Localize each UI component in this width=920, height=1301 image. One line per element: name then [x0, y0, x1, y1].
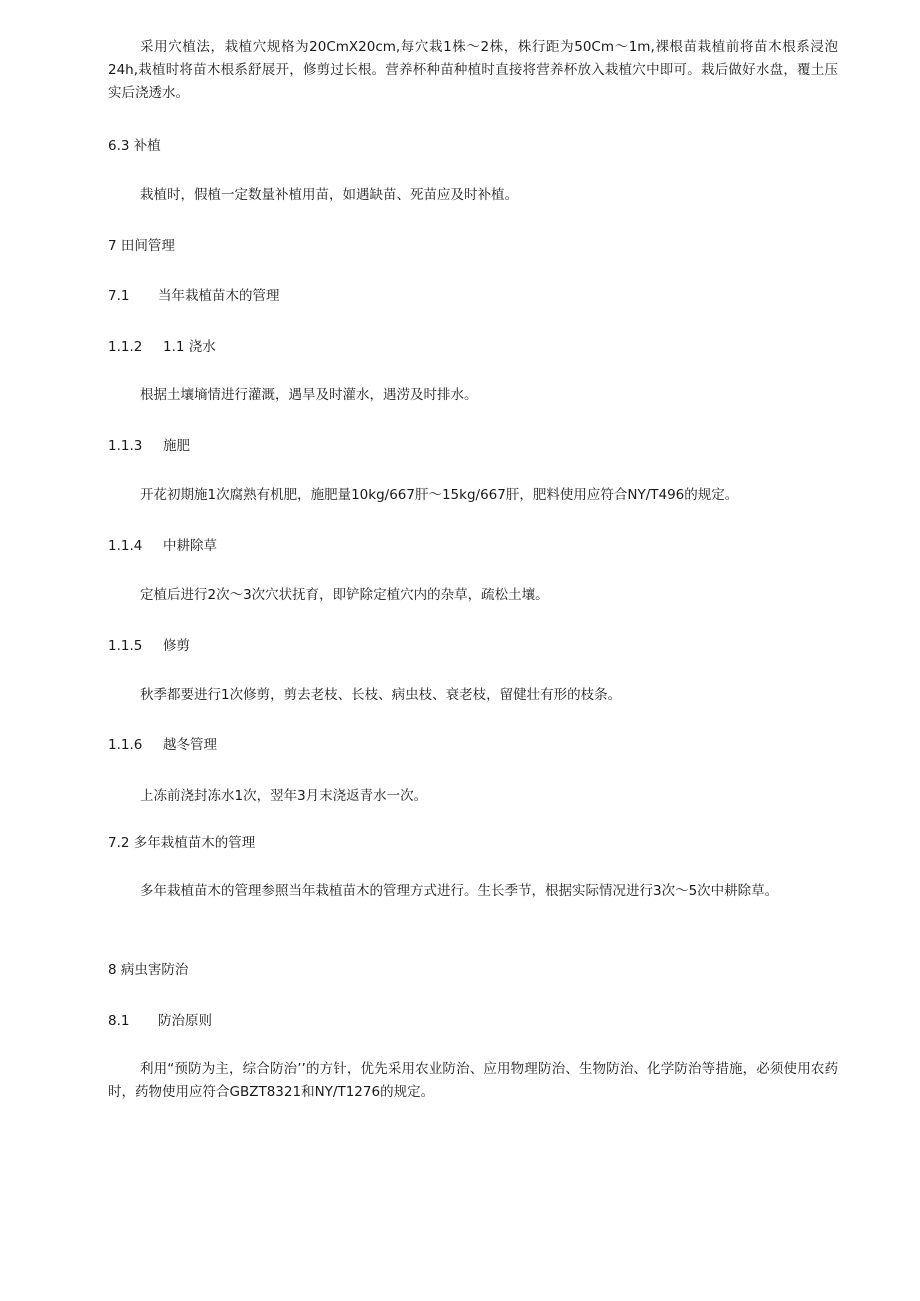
heading-7-2: 7.2 多年栽植苗木的管理: [108, 835, 256, 851]
heading-number: 8.1: [108, 1013, 130, 1029]
heading-title: 1.1 浇水: [163, 339, 216, 355]
heading-7: 7 田间管理: [108, 238, 175, 254]
paragraph-control-principle: 利用“预防为主，综合防治’’的方针，优先采用农业防治、应用物理防治、生物防治、化学防治等措施，必须使用农药时，药物使用应符合GBZT8321和NY/T1276的规定。: [108, 1061, 838, 1100]
heading-number: 1.1.6: [108, 737, 143, 753]
heading-number: 1.1.2: [108, 339, 143, 355]
paragraph-pruning: 秋季都要进行1次修剪，剪去老枝、长枝、病虫枝、衰老枝，留健壮有形的枝条。: [140, 687, 622, 703]
heading-8: 8 病虫害防治: [108, 962, 189, 978]
heading-1-1-2: [108, 337, 216, 357]
paragraph-planting-method: 采用穴植法，栽植穴规格为20CmX20cm,每穴栽1株～2株，株行距为50Cm～1m,裸根苗栽植前将苗木根系浸泡24h,栽植时将苗木根系舒展开，修剪过长根。营养杯种苗种植时直接将营养杯放入栽植穴中即可。栽后做好水盘，覆土压实后浇透水。: [108, 39, 838, 101]
heading-title: 防治原则: [158, 1013, 212, 1029]
paragraph-fertilizing: 开花初期施1次腐熟有机肥，施肥量10kg∕667肝～15kg∕667肝，肥料使用应符合NY/T496的规定。: [140, 487, 739, 503]
paragraph-weeding: 定植后进行2次～3次穴状抚育，即铲除定植穴内的杂草，疏松土壤。: [140, 587, 549, 603]
heading-7-1: [108, 286, 280, 306]
heading-number: 1.1.3: [108, 438, 143, 454]
heading-1-1-6: [108, 735, 217, 755]
paragraph-overwintering: 上冻前浇封冻水1次，翌年3月末浇返青水一次。: [140, 788, 428, 804]
paragraph-multi-year: 多年栽植苗木的管理参照当年栽植苗木的管理方式进行。生长季节，根据实际情况进行3次～5次中耕除草。: [140, 883, 779, 899]
paragraph-watering: 根据土壤墒情进行灌溉，遇旱及时灌水，遇涝及时排水。: [140, 387, 478, 403]
heading-1-1-5: [108, 636, 190, 656]
paragraph-replanting: 栽植时，假植一定数量补植用苗，如遇缺苗、死苗应及时补植。: [140, 187, 518, 203]
heading-8-1: [108, 1011, 212, 1031]
heading-title: 修剪: [163, 638, 190, 654]
heading-1-1-3: [108, 436, 190, 456]
heading-number: 7.1: [108, 288, 130, 304]
heading-title: 当年栽植苗木的管理: [158, 288, 280, 304]
heading-title: 施肥: [163, 438, 190, 454]
heading-6-3: 6.3 补植: [108, 138, 161, 154]
heading-number: 1.1.5: [108, 638, 143, 654]
heading-title: 越冬管理: [163, 737, 217, 753]
heading-1-1-4: [108, 536, 217, 556]
heading-number: 1.1.4: [108, 538, 143, 554]
heading-title: 中耕除草: [163, 538, 217, 554]
